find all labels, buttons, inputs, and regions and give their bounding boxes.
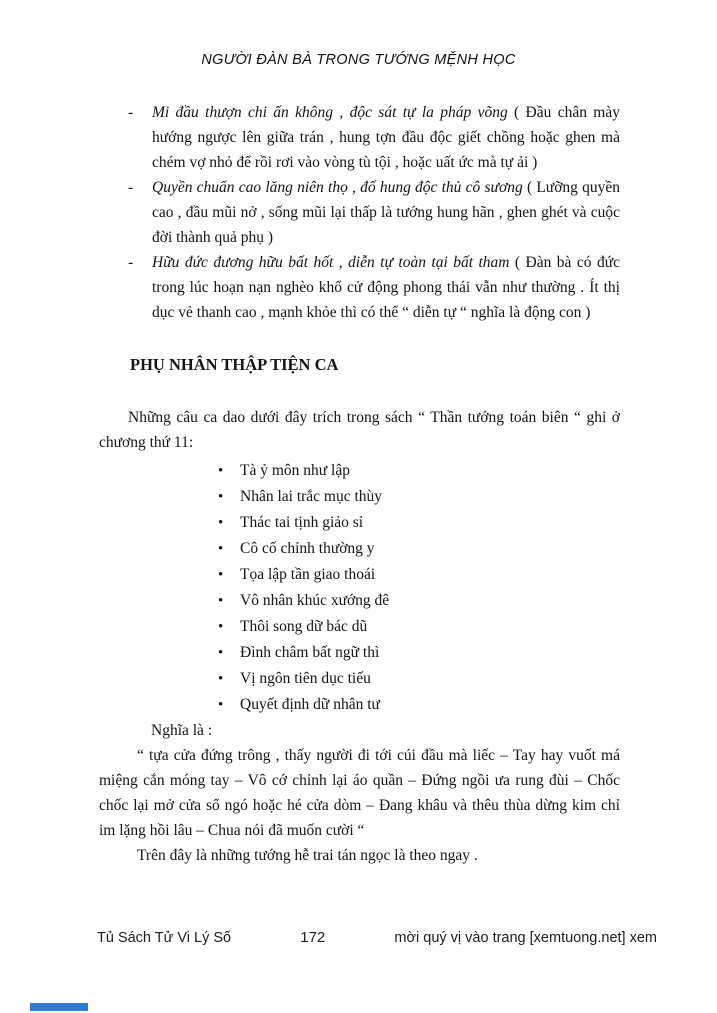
page-footer (97, 929, 657, 947)
list-item (218, 640, 620, 666)
meaning-label: Nghĩa là : (151, 722, 213, 739)
list-item (218, 458, 620, 484)
bullet-icon (218, 692, 240, 718)
list-item (218, 666, 620, 692)
bullet-icon (218, 458, 240, 484)
dash-item-rest: ( Đàn bà có đức trong lúc hoạn nạn nghèo khổ cử động phong thái vẫn như thường . Ít thị dục vẻ thanh cao , mạnh khỏe thì có thể “ diễn tự “ nghĩa là động con ) (152, 254, 620, 321)
list-item (218, 510, 620, 536)
section-heading: PHỤ NHÂN THẬP TIỆN CA (130, 355, 339, 374)
bullet-label: Nhân lai trắc mục thùy (240, 488, 383, 505)
list-item (218, 588, 620, 614)
dash-item-lead: Hữu đức đương hữu bất hốt , diễn tự toàn tại bất tham (152, 254, 510, 271)
page-header-title: NGƯỜI ĐÀN BÀ TRONG TƯỚNG MỆNH HỌC (201, 52, 516, 68)
list-item (218, 614, 620, 640)
dash-item-rest: ( Đầu chân mày hướng ngược lên giữa trán , hung tợn đầu độc giết chồng hoặc ghen mà chém vợ nhỏ để rồi rơi vào vòng tù tội , hoặc uất ức mà tự ải ) (152, 104, 620, 171)
bullet-label: Thôi song dữ bác dũ (240, 618, 368, 635)
bullet-icon (218, 536, 240, 562)
footer-page-number: 172 (300, 929, 326, 946)
bottom-blue-bar (30, 1003, 88, 1011)
bullet-list (218, 458, 620, 718)
list-item (218, 484, 620, 510)
bullet-label: Thác tai tịnh giảo sỉ (240, 514, 364, 531)
footer-book-title: Tủ Sách Tử Vi Lý Số (97, 930, 232, 946)
list-item (218, 536, 620, 562)
dash-item-lead: Mi đầu thượn chi ấn không , độc sát tự la pháp võng (152, 104, 508, 121)
dash-item-text (152, 175, 620, 250)
dash-marker-icon (128, 175, 152, 250)
bullet-label: Tọa lập tần giao thoái (240, 566, 376, 583)
bullet-label: Đình châm bất ngữ thì (240, 644, 380, 661)
bullet-icon (218, 588, 240, 614)
quote-paragraph: “ tựa cửa đứng trông , thấy người đi tới cúi đầu mà liếc – Tay hay vuốt má miệng cắn móng tay – Vô cớ chỉnh lại áo quần – Đứng ngồi ưa rung đùi – Chốc chốc lại mở cửa sổ ngó hoặc hé cửa dòm – Đang khâu và thêu thùa dừng kim chỉ im lặng hồi lâu – Chua nói đã muốn cười “ (99, 747, 620, 839)
dash-list (128, 100, 620, 325)
dash-item-lead: Quyền chuẩn cao lăng niên thọ , đố hung độc thủ cô sương (152, 179, 523, 196)
dash-item-text (152, 100, 620, 175)
closing-line: Trên đây là những tướng hễ trai tán ngọc là theo ngay . (137, 847, 478, 864)
bullet-label: Vị ngôn tiên dục tiếu (240, 670, 371, 687)
dash-item (128, 250, 620, 325)
bullet-label: Vô nhân khúc xướng đê (240, 592, 390, 609)
bullet-icon (218, 484, 240, 510)
dash-item-rest: ( Lưỡng quyền cao , đầu mũi nở , sống mũi lại thấp là tướng hung hãn , ghen ghét và cuộc đời thành quả phụ ) (152, 179, 620, 246)
list-item (218, 692, 620, 718)
footer-site-note: mời quý vị vào trang [xemtuong.net] xem (394, 930, 657, 946)
bullet-icon (218, 510, 240, 536)
intro-paragraph: Những câu ca dao dưới đây trích trong sách “ Thần tướng toán biên “ ghi ở chương thứ 11: (99, 409, 620, 451)
bullet-icon (218, 614, 240, 640)
dash-marker-icon (128, 250, 152, 325)
dash-marker-icon (128, 100, 152, 175)
dash-item-text (152, 250, 620, 325)
bullet-label: Tà ỷ môn như lập (240, 462, 350, 479)
bullet-icon (218, 640, 240, 666)
bullet-label: Cô cố chỉnh thường y (240, 540, 375, 557)
bullet-icon (218, 666, 240, 692)
bullet-icon (218, 562, 240, 588)
dash-item (128, 100, 620, 175)
page-content (99, 100, 620, 868)
bullet-label: Quyết định dữ nhân tư (240, 696, 380, 713)
list-item (218, 562, 620, 588)
dash-item (128, 175, 620, 250)
